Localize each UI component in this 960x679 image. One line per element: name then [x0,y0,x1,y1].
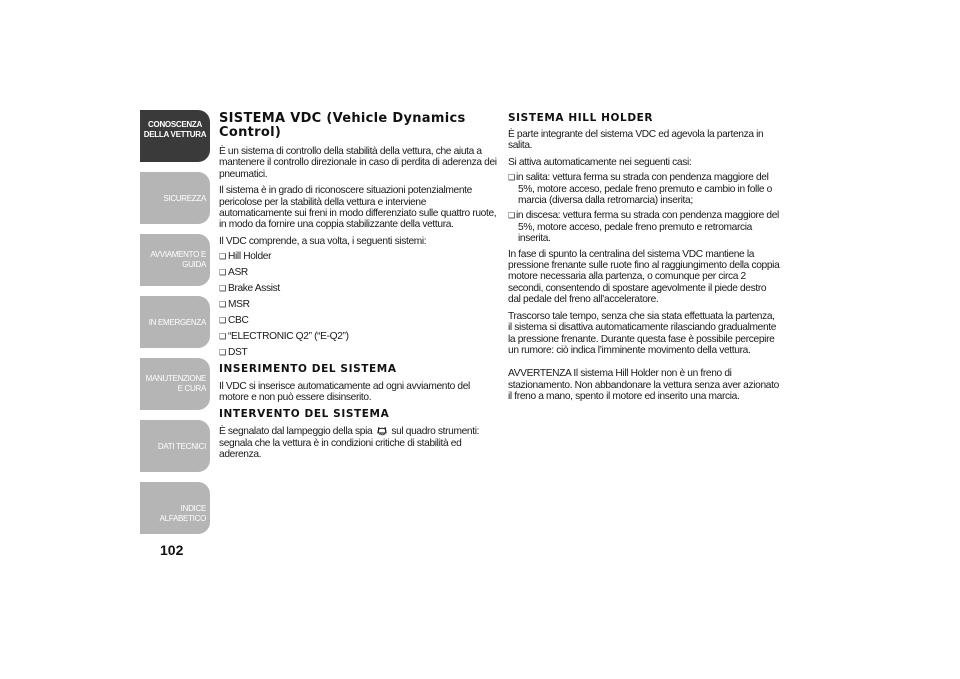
paragraph-intervento: È segnalato dal lampeggio della spia sul quadro strumenti: segnala che la vettura è in condizioni critiche di stabilità ed aderenza. [219,426,480,461]
section-title-vdc: SISTEMA VDC (Vehicle Dynamics Control) [219,111,466,140]
checkbox-bullet-icon: ❑ [219,284,226,294]
heading-intervento: INTERVENTO DEL SISTEMA [219,408,390,421]
left-column [219,112,497,466]
list-item: ❑ in discesa: vettura ferma su strada con pendenza maggiore del 5%, motore acceso, pedale freno premuto e retromarcia inserita. [508,210,779,245]
checkbox-bullet-icon: ❑ [219,268,226,278]
paragraph: In fase di spunto la centralina del sistema VDC mantiene la pressione frenante sulle ruote fino al raggiungimento della coppia motore necessaria alla partenza, o comunque per circa 2 secondi, consentendo di spostare agevolmente il piede destro dal pedale del freno all’acceleratore. [508,248,780,306]
paragraph: Trascorso tale tempo, senza che sia stata effettuata la partenza, il sistema si disattiva automaticamente rilasciando gradualmente la pressione frenante. Durante questa fase è possibile percepire un rumore: ciò indica l’imminente movimento della vettura. [508,310,777,356]
tab-label: IN EMERGENZA [148,318,206,327]
checkbox-bullet-icon: ❑ [219,315,226,325]
paragraph: Il VDC si inserisce automaticamente ad ogni avviamento del motore e non può essere disinserito. [219,380,470,403]
heading-inserimento: INSERIMENTO DEL SISTEMA [219,362,397,375]
list-item: ❑ ASR [219,267,248,279]
list-item: ❑ CBC [219,314,249,326]
paragraph: Si attiva automaticamente nei seguenti casi: [508,156,692,168]
checkbox-bullet-icon: ❑ [508,173,515,183]
right-column [508,112,780,408]
vdc-warning-light-icon [376,426,388,436]
tab-sicurezza[interactable] [140,172,210,224]
tab-label: AVVIAMENTO E GUIDA [150,250,206,269]
tab-avviamento-e-guida[interactable] [140,234,210,286]
tab-label: CONOSCENZA DELLA VETTURA [143,120,207,139]
paragraph: Il VDC comprende, a sua volta, i seguenti sistemi: [219,235,427,247]
tab-manutenzione-e-cura[interactable] [140,358,210,410]
checkbox-bullet-icon: ❑ [219,299,226,309]
tab-dati-tecnici[interactable] [140,420,210,472]
checkbox-bullet-icon: ❑ [508,211,515,221]
chapter-sidebar [140,110,210,544]
list-item: ❑ Brake Assist [219,283,280,295]
tab-label: SICUREZZA [163,194,206,203]
tab-label: INDICE ALFABETICO [159,504,206,523]
warning-paragraph: AVVERTENZA Il sistema Hill Holder non è un freno di stazionamento. Non abbandonare la vettura senza aver azionato il freno a mano, spento il motore ed inserito una marcia. [508,368,779,403]
systems-list [219,251,497,358]
page-number: 102 [160,542,184,558]
tab-indice-alfabetico[interactable] [140,482,210,534]
cases-list [508,172,780,244]
checkbox-bullet-icon: ❑ [219,331,226,341]
tab-in-emergenza[interactable] [140,296,210,348]
paragraph: Il sistema è in grado di riconoscere situazioni potenzialmente pericolose per la stabilità della vettura e interviene automaticamente sui freni in modo differenziato sulle quattro ruote, in modo da fornire una coppia stabilizzante della vettura. [219,185,497,231]
checkbox-bullet-icon: ❑ [219,347,226,357]
paragraph: È parte integrante del sistema VDC ed agevola la partenza in salita. [508,129,764,152]
list-item: ❑ Hill Holder [219,251,272,263]
list-item: ❑ MSR [219,298,250,310]
list-item: ❑ in salita: vettura ferma su strada con pendenza maggiore del 5%, motore acceso, pedale freno premuto e cambio in folle o marcia (diversa dalla retromarcia) inserita; [508,172,773,207]
list-item: ❑ “ELECTRONIC Q2” (“E-Q2”) [219,330,349,342]
checkbox-bullet-icon: ❑ [219,252,226,262]
paragraph: È un sistema di controllo della stabilità della vettura, che aiuta a mantenere il controllo direzionale in caso di perdita di aderenza dei pneumatici. [219,146,497,180]
tab-label: MANUTENZIONE E CURA [145,374,206,393]
list-item: ❑ DST [219,346,248,358]
tab-label: DATI TECNICI [157,442,206,451]
section-title-hill-holder: SISTEMA HILL HOLDER [508,112,654,124]
tab-conoscenza-della-vettura[interactable] [140,110,210,162]
